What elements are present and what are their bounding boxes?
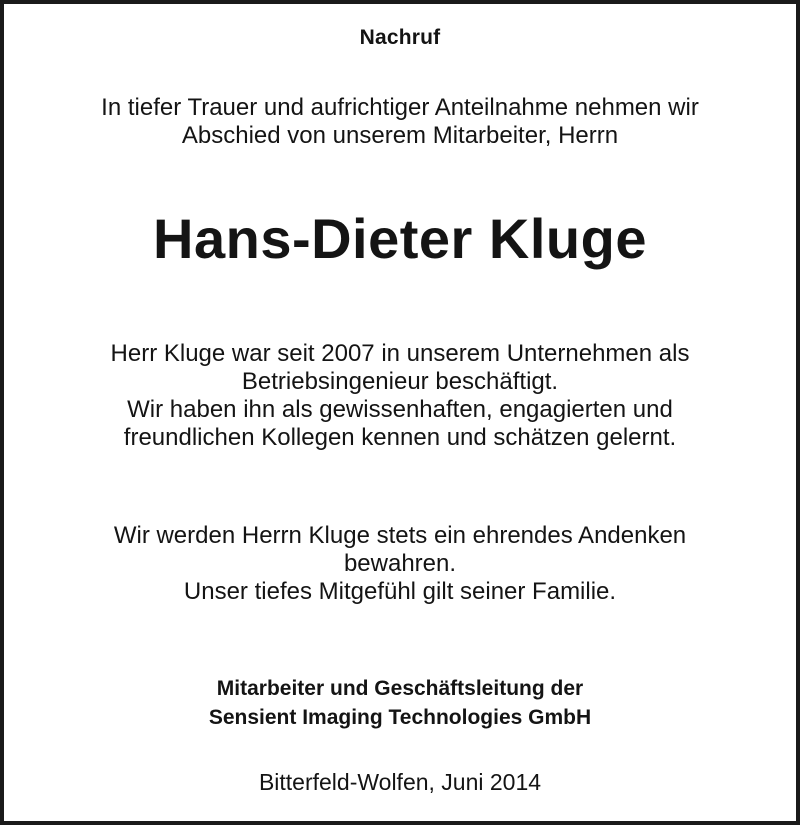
about-line: Wir haben ihn als gewissenhaften, engagierten und xyxy=(127,396,673,423)
place-and-date: Bitterfeld-Wolfen, Juni 2014 xyxy=(258,769,542,795)
signature-block xyxy=(4,674,796,732)
intro-paragraph xyxy=(4,94,796,150)
about-line: freundlichen Kollegen kennen und schätzen gelernt. xyxy=(123,424,677,451)
intro-line: In tiefer Trauer und aufrichtiger Anteilnahme nehmen wir xyxy=(101,94,699,121)
signature-line: Mitarbeiter und Geschäftsleitung der xyxy=(216,677,584,700)
about-paragraph xyxy=(4,340,796,452)
signature-line: Sensient Imaging Technologies GmbH xyxy=(208,706,592,729)
memory-paragraph xyxy=(4,522,796,606)
about-line: Herr Kluge war seit 2007 in unserem Unternehmen als xyxy=(110,340,690,367)
memory-line: Unser tiefes Mitgefühl gilt seiner Familie. xyxy=(183,578,617,605)
deceased-name: Hans-Dieter Kluge xyxy=(153,207,647,270)
memory-line: Wir werden Herrn Kluge stets ein ehrendes Andenken xyxy=(113,522,687,549)
intro-line: Abschied von unserem Mitarbeiter, Herrn xyxy=(181,122,619,149)
notice-heading: Nachruf xyxy=(359,26,441,49)
about-line: Betriebsingenieur beschäftigt. xyxy=(241,368,559,395)
memory-line: bewahren. xyxy=(343,550,457,577)
